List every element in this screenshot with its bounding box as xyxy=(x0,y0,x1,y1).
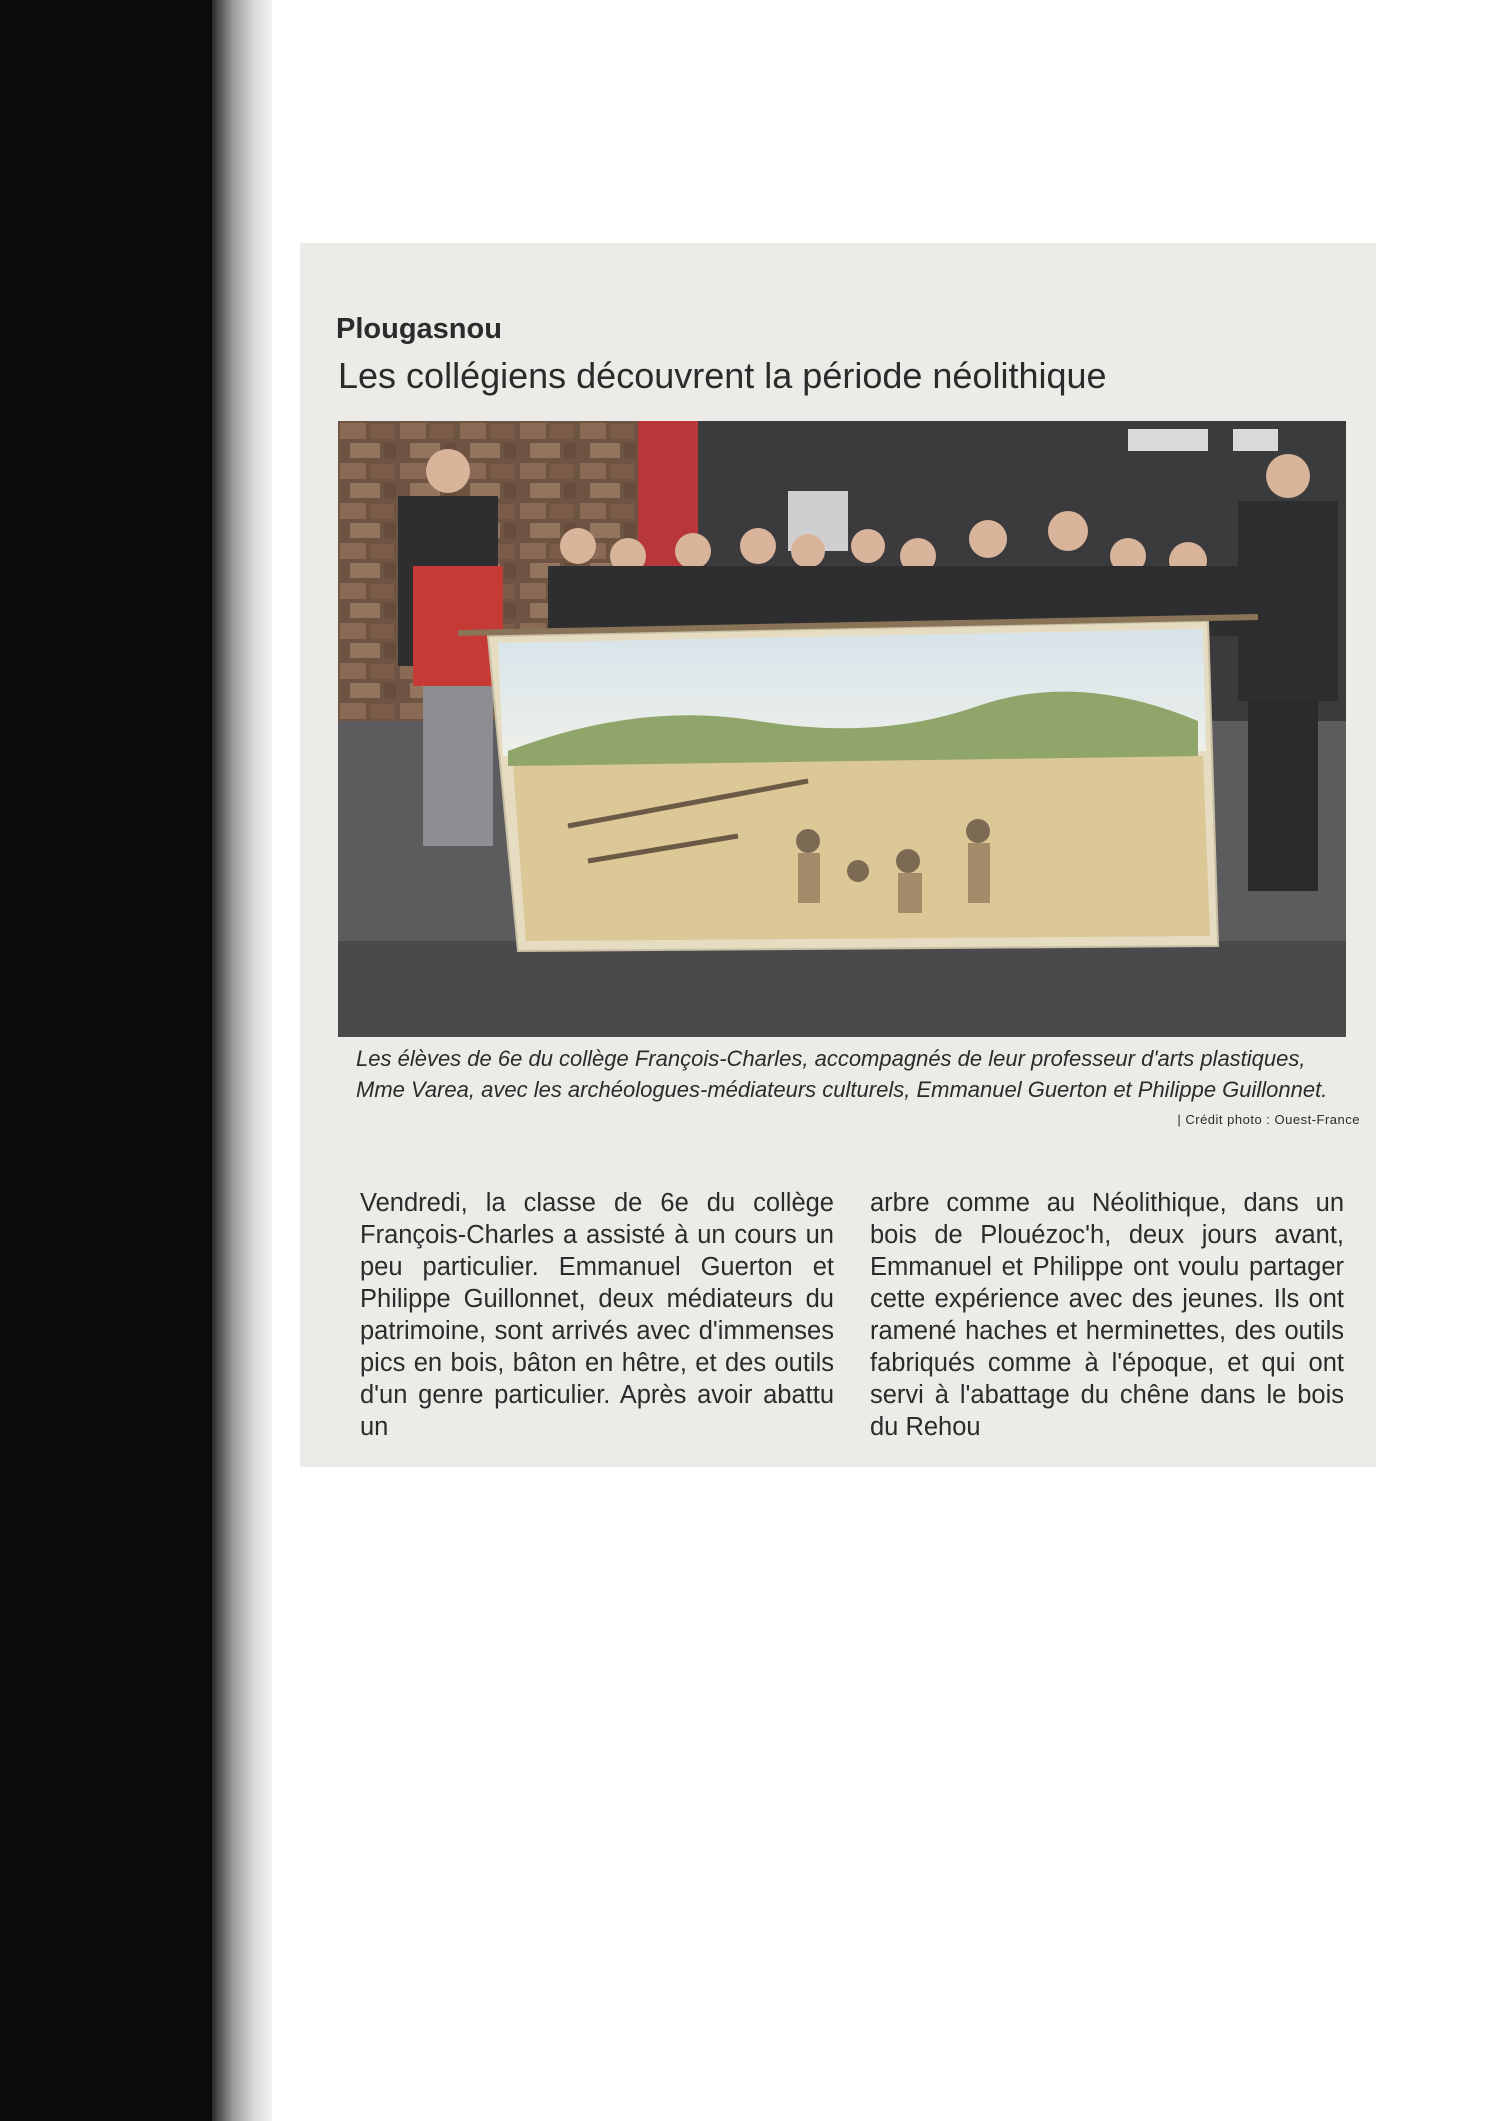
article-photo xyxy=(338,421,1346,1037)
group-photo-with-banner-image xyxy=(338,421,1346,1037)
scan-edge-dark xyxy=(0,0,228,2121)
newspaper-clipping xyxy=(300,243,1376,1467)
location-label: Plougasnou xyxy=(336,313,502,345)
photo-caption: Les élèves de 6e du collège François-Charles, accompagnés de leur professeur d'arts plastiques, Mme Varea, avec les archéologues-médiateurs culturels, Emmanuel Guerton et Philippe Guillonnet. xyxy=(356,1046,1328,1102)
article-headline: Les collégiens découvrent la période néolithique xyxy=(338,355,1107,396)
article-body-left-column: Vendredi, la classe de 6e du collège François-Charles a assisté à un cours un peu particulier. Emmanuel Guerton et Philippe Guillonnet, deux médiateurs du patrimoine, sont arrivés avec d'immenses pics en bois, bâton en hêtre, et des outils d'un genre particulier. Après avoir abattu un xyxy=(360,1189,834,1441)
photo-credit: | Crédit photo : Ouest-France xyxy=(1177,1112,1360,1127)
scan-edge-shadow xyxy=(212,0,272,2121)
article-body-right-column: arbre comme au Néolithique, dans un bois de Plouézoc'h, deux jours avant, Emmanuel et Philippe ont voulu partager cette expérience avec des jeunes. Ils ont ramené haches et herminettes, des outils fabriqués comme à l'époque, et qui ont servi à l'abattage du chêne dans le bois du Rehou xyxy=(870,1189,1344,1441)
